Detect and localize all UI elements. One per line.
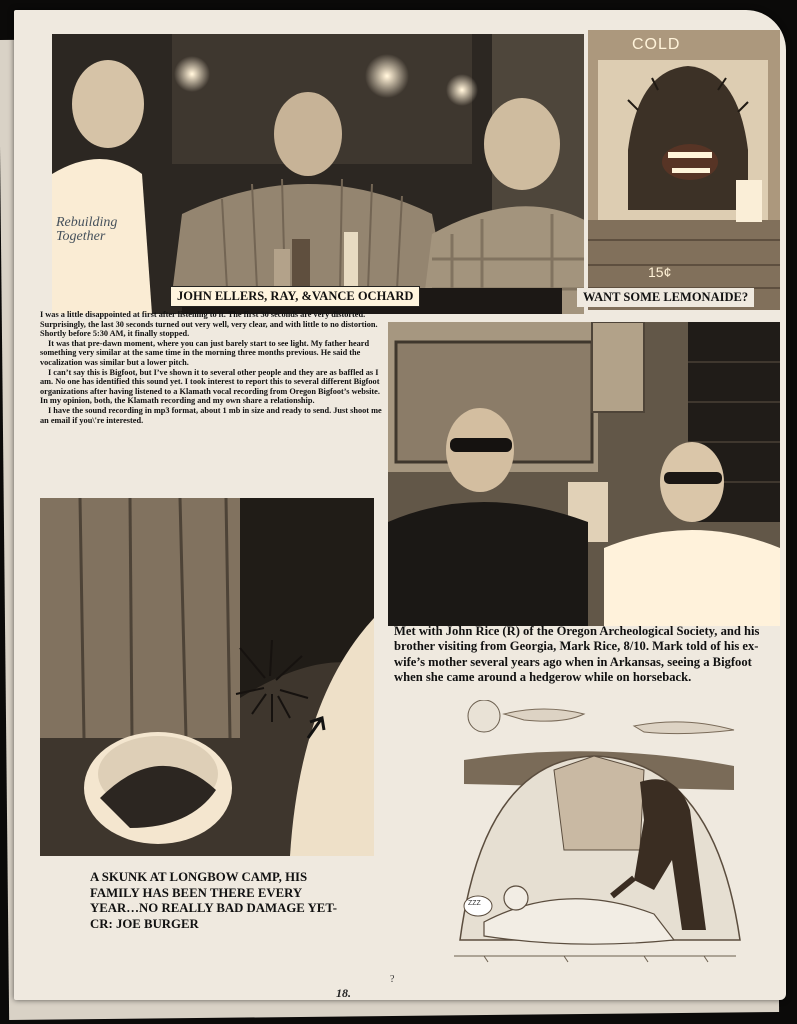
- article-paragraph: It was that pre-dawn moment, where you can just barely start to see light. My father heard something very similar at the same time in the morning three months previous. He said the vocalization was similar but a lower pitch.: [40, 338, 370, 368]
- newsletter-page: [14, 10, 786, 1000]
- shirt-print: Rebuilding Together: [56, 215, 118, 244]
- article-text: [40, 310, 388, 425]
- lemonade-photo: [588, 30, 780, 310]
- group-photo-caption: JOHN ELLERS, RAY, &VANCE OCHARD: [170, 286, 420, 307]
- skunk-photo-art: [40, 498, 374, 856]
- page-number: 18.: [336, 986, 351, 1000]
- stand-sign: COLD: [632, 36, 681, 53]
- bigfoot-tent-cartoon: [444, 700, 744, 970]
- skunk-caption: A SKUNK AT LONGBOW CAMP, HIS FAMILY HAS BEEN THERE EVERY YEAR…NO REALLY BAD DAMAGE YET-CR: JOE BURGER: [90, 870, 337, 931]
- article-paragraph: I have the sound recording in mp3 format, about 1 mb in size and ready to send. Just shoot me an email if you\'re interested.: [40, 406, 382, 425]
- article-paragraph: I can’t say this is Bigfoot, but I’ve shown it to several other people and they are as baffled as I am. No one has identified this sound yet. I took interest to report this to several different Bigfoot organizations after having listened to a Klamath vocal recording from Oregon Bigfoot’s website. In my opinion, both, the Klamath recording and my own share a relationship.: [40, 367, 380, 406]
- rice-brothers-photo: [388, 322, 780, 626]
- lemonade-photo-art: [588, 30, 780, 310]
- stray-mark: ?: [390, 974, 395, 985]
- rice-brothers-photo-art: [388, 322, 780, 626]
- group-photo: [52, 34, 584, 314]
- lemonade-caption: WANT SOME LEMONAIDE?: [577, 288, 754, 307]
- article-paragraph: I was a little disappointed at first after listening to it. The first 30 seconds are very distorted. Surprisingly, the last 30 seconds turned out very well, very clear, and with little to no distortion. Shortly before 5:30 AM, it finally stopped.: [40, 310, 378, 339]
- group-photo-art: [52, 34, 584, 314]
- rice-brothers-caption: Met with John Rice (R) of the Oregon Archeological Society, and his brother visiting from Georgia, Mark Rice, 8/10. Mark told of his ex-wife’s mother several years ago when in Arkansas, seeing a Bigfoot when she came around a hedgerow while on horseback.: [394, 624, 760, 685]
- skunk-photo: [40, 498, 374, 856]
- bigfoot-tent-cartoon-art: [444, 700, 744, 970]
- snore-bubble: ZZZ: [468, 900, 481, 907]
- stand-price: 15¢: [648, 264, 672, 280]
